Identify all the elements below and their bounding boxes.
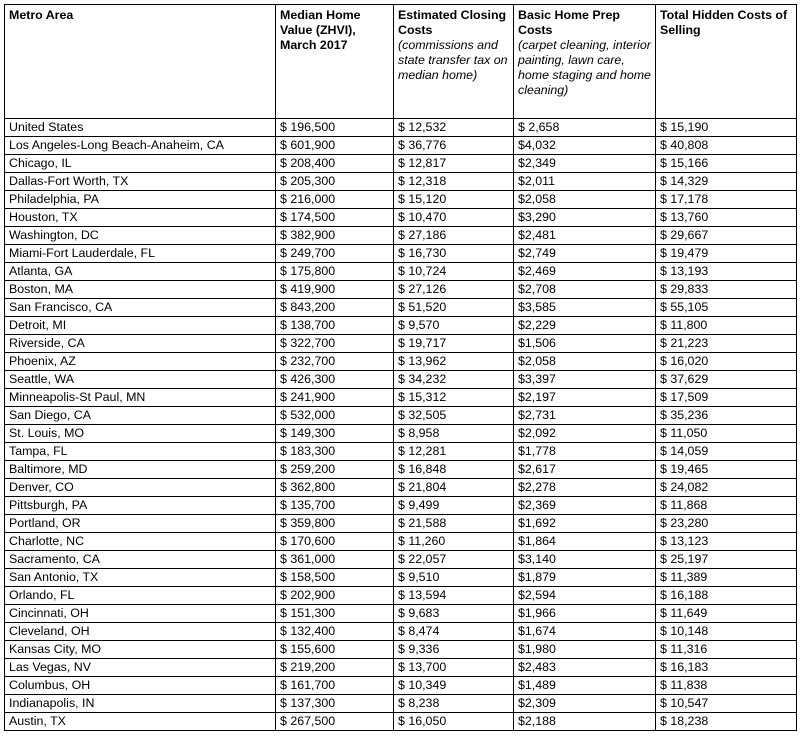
closing-costs-cell: $ 27,186 <box>394 227 514 245</box>
metro-area-cell: Atlanta, GA <box>5 263 276 281</box>
total-costs-cell: $ 13,123 <box>656 533 797 551</box>
metro-area-cell: Chicago, IL <box>5 155 276 173</box>
header-subtitle: (carpet cleaning, interior painting, lawn care, home staging and home cleaning) <box>518 38 651 97</box>
total-costs-cell: $ 21,223 <box>656 335 797 353</box>
metro-area-cell: Boston, MA <box>5 281 276 299</box>
prep-costs-cell: $1,674 <box>514 623 656 641</box>
closing-costs-cell: $ 32,505 <box>394 407 514 425</box>
closing-costs-cell: $ 16,050 <box>394 713 514 731</box>
table-row <box>5 281 797 299</box>
median-value-cell: $ 149,300 <box>276 425 394 443</box>
closing-costs-cell: $ 36,776 <box>394 137 514 155</box>
metro-area-cell: Cleveland, OH <box>5 623 276 641</box>
total-costs-cell: $ 19,479 <box>656 245 797 263</box>
closing-costs-cell: $ 13,962 <box>394 353 514 371</box>
total-costs-cell: $ 13,760 <box>656 209 797 227</box>
header-title: Estimated Closing Costs <box>398 8 507 37</box>
prep-costs-cell: $1,778 <box>514 443 656 461</box>
metro-area-cell: Kansas City, MO <box>5 641 276 659</box>
closing-costs-cell: $ 12,281 <box>394 443 514 461</box>
closing-costs-cell: $ 51,520 <box>394 299 514 317</box>
median-value-cell: $ 132,400 <box>276 623 394 641</box>
median-value-cell: $ 232,700 <box>276 353 394 371</box>
metro-area-cell: St. Louis, MO <box>5 425 276 443</box>
closing-costs-cell: $ 22,057 <box>394 551 514 569</box>
table-row <box>5 173 797 191</box>
total-costs-cell: $ 19,465 <box>656 461 797 479</box>
prep-costs-cell: $3,585 <box>514 299 656 317</box>
table-row <box>5 155 797 173</box>
median-value-cell: $ 362,800 <box>276 479 394 497</box>
closing-costs-cell: $ 15,120 <box>394 191 514 209</box>
table-row <box>5 605 797 623</box>
table-row <box>5 227 797 245</box>
table-row <box>5 317 797 335</box>
median-value-cell: $ 249,700 <box>276 245 394 263</box>
closing-costs-cell: $ 27,126 <box>394 281 514 299</box>
prep-costs-cell: $2,309 <box>514 695 656 713</box>
closing-costs-cell: $ 13,700 <box>394 659 514 677</box>
metro-area-cell: Riverside, CA <box>5 335 276 353</box>
median-value-cell: $ 175,800 <box>276 263 394 281</box>
metro-area-cell: Pittsburgh, PA <box>5 497 276 515</box>
prep-costs-cell: $3,290 <box>514 209 656 227</box>
closing-costs-cell: $ 9,336 <box>394 641 514 659</box>
prep-costs-cell: $ 2,658 <box>514 119 656 137</box>
closing-costs-cell: $ 10,724 <box>394 263 514 281</box>
prep-costs-cell: $2,229 <box>514 317 656 335</box>
median-value-cell: $ 267,500 <box>276 713 394 731</box>
median-value-cell: $ 359,800 <box>276 515 394 533</box>
median-value-cell: $ 216,000 <box>276 191 394 209</box>
table-row <box>5 515 797 533</box>
total-costs-cell: $ 17,178 <box>656 191 797 209</box>
prep-costs-cell: $2,058 <box>514 191 656 209</box>
table-row <box>5 443 797 461</box>
total-costs-cell: $ 11,868 <box>656 497 797 515</box>
metro-area-cell: San Antonio, TX <box>5 569 276 587</box>
median-value-cell: $ 161,700 <box>276 677 394 695</box>
prep-costs-cell: $2,369 <box>514 497 656 515</box>
table-row <box>5 425 797 443</box>
table-row <box>5 119 797 137</box>
median-value-cell: $ 219,200 <box>276 659 394 677</box>
table-row <box>5 569 797 587</box>
metro-area-cell: Seattle, WA <box>5 371 276 389</box>
metro-area-cell: Cincinnati, OH <box>5 605 276 623</box>
prep-costs-cell: $2,092 <box>514 425 656 443</box>
total-costs-cell: $ 15,190 <box>656 119 797 137</box>
table-row <box>5 641 797 659</box>
table-row <box>5 497 797 515</box>
header-metro-area <box>5 5 276 119</box>
median-value-cell: $ 843,200 <box>276 299 394 317</box>
median-value-cell: $ 382,900 <box>276 227 394 245</box>
metro-area-cell: Minneapolis-St Paul, MN <box>5 389 276 407</box>
header-home-prep-costs <box>514 5 656 119</box>
table-row <box>5 389 797 407</box>
prep-costs-cell: $1,506 <box>514 335 656 353</box>
median-value-cell: $ 259,200 <box>276 461 394 479</box>
table-body <box>5 119 797 731</box>
table-row <box>5 551 797 569</box>
table-row <box>5 695 797 713</box>
prep-costs-cell: $2,349 <box>514 155 656 173</box>
metro-area-cell: Miami-Fort Lauderdale, FL <box>5 245 276 263</box>
total-costs-cell: $ 10,148 <box>656 623 797 641</box>
total-costs-cell: $ 11,389 <box>656 569 797 587</box>
prep-costs-cell: $2,058 <box>514 353 656 371</box>
table-row <box>5 461 797 479</box>
prep-costs-cell: $2,617 <box>514 461 656 479</box>
prep-costs-cell: $3,140 <box>514 551 656 569</box>
header-title: Median Home Value (ZHVI), March 2017 <box>280 8 361 52</box>
prep-costs-cell: $1,980 <box>514 641 656 659</box>
median-value-cell: $ 183,300 <box>276 443 394 461</box>
header-median-home-value <box>276 5 394 119</box>
table-row <box>5 587 797 605</box>
total-costs-cell: $ 14,329 <box>656 173 797 191</box>
total-costs-cell: $ 24,082 <box>656 479 797 497</box>
header-row <box>5 5 797 119</box>
prep-costs-cell: $1,864 <box>514 533 656 551</box>
total-costs-cell: $ 18,238 <box>656 713 797 731</box>
total-costs-cell: $ 11,800 <box>656 317 797 335</box>
closing-costs-cell: $ 9,683 <box>394 605 514 623</box>
closing-costs-cell: $ 15,312 <box>394 389 514 407</box>
closing-costs-cell: $ 13,594 <box>394 587 514 605</box>
prep-costs-cell: $2,278 <box>514 479 656 497</box>
prep-costs-cell: $1,692 <box>514 515 656 533</box>
prep-costs-cell: $3,397 <box>514 371 656 389</box>
median-value-cell: $ 202,900 <box>276 587 394 605</box>
table-row <box>5 209 797 227</box>
total-costs-cell: $ 16,183 <box>656 659 797 677</box>
table-row <box>5 191 797 209</box>
prep-costs-cell: $2,011 <box>514 173 656 191</box>
prep-costs-cell: $2,469 <box>514 263 656 281</box>
total-costs-cell: $ 37,629 <box>656 371 797 389</box>
total-costs-cell: $ 11,050 <box>656 425 797 443</box>
closing-costs-cell: $ 12,817 <box>394 155 514 173</box>
total-costs-cell: $ 13,193 <box>656 263 797 281</box>
closing-costs-cell: $ 9,499 <box>394 497 514 515</box>
document-page <box>4 4 797 731</box>
median-value-cell: $ 322,700 <box>276 335 394 353</box>
median-value-cell: $ 158,500 <box>276 569 394 587</box>
metro-area-cell: Washington, DC <box>5 227 276 245</box>
closing-costs-cell: $ 21,804 <box>394 479 514 497</box>
prep-costs-cell: $2,481 <box>514 227 656 245</box>
median-value-cell: $ 361,000 <box>276 551 394 569</box>
total-costs-cell: $ 10,547 <box>656 695 797 713</box>
total-costs-cell: $ 35,236 <box>656 407 797 425</box>
total-costs-cell: $ 25,197 <box>656 551 797 569</box>
total-costs-cell: $ 17,509 <box>656 389 797 407</box>
header-title: Total Hidden Costs of Selling <box>660 8 788 37</box>
median-value-cell: $ 426,300 <box>276 371 394 389</box>
table-row <box>5 137 797 155</box>
closing-costs-cell: $ 16,730 <box>394 245 514 263</box>
metro-area-cell: Tampa, FL <box>5 443 276 461</box>
metro-area-cell: Denver, CO <box>5 479 276 497</box>
prep-costs-cell: $2,483 <box>514 659 656 677</box>
prep-costs-cell: $1,966 <box>514 605 656 623</box>
total-costs-cell: $ 11,316 <box>656 641 797 659</box>
metro-area-cell: Charlotte, NC <box>5 533 276 551</box>
prep-costs-cell: $2,708 <box>514 281 656 299</box>
metro-area-cell: Austin, TX <box>5 713 276 731</box>
prep-costs-cell: $2,731 <box>514 407 656 425</box>
median-value-cell: $ 241,900 <box>276 389 394 407</box>
header-closing-costs <box>394 5 514 119</box>
header-total-hidden-costs <box>656 5 797 119</box>
median-value-cell: $ 138,700 <box>276 317 394 335</box>
closing-costs-cell: $ 21,588 <box>394 515 514 533</box>
prep-costs-cell: $4,032 <box>514 137 656 155</box>
prep-costs-cell: $2,197 <box>514 389 656 407</box>
median-value-cell: $ 137,300 <box>276 695 394 713</box>
metro-area-cell: Indianapolis, IN <box>5 695 276 713</box>
header-title: Basic Home Prep Costs <box>518 8 620 37</box>
metro-area-cell: Houston, TX <box>5 209 276 227</box>
prep-costs-cell: $1,879 <box>514 569 656 587</box>
metro-area-cell: United States <box>5 119 276 137</box>
table-row <box>5 245 797 263</box>
closing-costs-cell: $ 8,474 <box>394 623 514 641</box>
prep-costs-cell: $2,188 <box>514 713 656 731</box>
total-costs-cell: $ 55,105 <box>656 299 797 317</box>
closing-costs-cell: $ 8,238 <box>394 695 514 713</box>
median-value-cell: $ 419,900 <box>276 281 394 299</box>
median-value-cell: $ 135,700 <box>276 497 394 515</box>
metro-area-cell: Sacramento, CA <box>5 551 276 569</box>
table-row <box>5 677 797 695</box>
median-value-cell: $ 151,300 <box>276 605 394 623</box>
closing-costs-cell: $ 19,717 <box>394 335 514 353</box>
table-row <box>5 533 797 551</box>
prep-costs-cell: $2,594 <box>514 587 656 605</box>
median-value-cell: $ 532,000 <box>276 407 394 425</box>
median-value-cell: $ 155,600 <box>276 641 394 659</box>
total-costs-cell: $ 14,059 <box>656 443 797 461</box>
total-costs-cell: $ 11,838 <box>656 677 797 695</box>
closing-costs-cell: $ 12,532 <box>394 119 514 137</box>
table-row <box>5 371 797 389</box>
metro-area-cell: Columbus, OH <box>5 677 276 695</box>
total-costs-cell: $ 16,188 <box>656 587 797 605</box>
total-costs-cell: $ 29,833 <box>656 281 797 299</box>
closing-costs-cell: $ 11,260 <box>394 533 514 551</box>
closing-costs-cell: $ 9,510 <box>394 569 514 587</box>
metro-area-cell: Detroit, MI <box>5 317 276 335</box>
closing-costs-cell: $ 16,848 <box>394 461 514 479</box>
total-costs-cell: $ 23,280 <box>656 515 797 533</box>
table-row <box>5 353 797 371</box>
median-value-cell: $ 208,400 <box>276 155 394 173</box>
hidden-costs-table <box>4 4 797 731</box>
table-row <box>5 479 797 497</box>
total-costs-cell: $ 29,667 <box>656 227 797 245</box>
total-costs-cell: $ 40,808 <box>656 137 797 155</box>
table-row <box>5 263 797 281</box>
metro-area-cell: San Diego, CA <box>5 407 276 425</box>
total-costs-cell: $ 11,649 <box>656 605 797 623</box>
table-row <box>5 299 797 317</box>
total-costs-cell: $ 16,020 <box>656 353 797 371</box>
metro-area-cell: Los Angeles-Long Beach-Anaheim, CA <box>5 137 276 155</box>
header-subtitle: (commissions and state transfer tax on median home) <box>398 38 508 82</box>
table-row <box>5 335 797 353</box>
median-value-cell: $ 196,500 <box>276 119 394 137</box>
prep-costs-cell: $1,489 <box>514 677 656 695</box>
total-costs-cell: $ 15,166 <box>656 155 797 173</box>
metro-area-cell: Philadelphia, PA <box>5 191 276 209</box>
table-row <box>5 407 797 425</box>
closing-costs-cell: $ 10,349 <box>394 677 514 695</box>
median-value-cell: $ 170,600 <box>276 533 394 551</box>
metro-area-cell: San Francisco, CA <box>5 299 276 317</box>
table-row <box>5 713 797 731</box>
median-value-cell: $ 174,500 <box>276 209 394 227</box>
metro-area-cell: Dallas-Fort Worth, TX <box>5 173 276 191</box>
closing-costs-cell: $ 10,470 <box>394 209 514 227</box>
metro-area-cell: Baltimore, MD <box>5 461 276 479</box>
closing-costs-cell: $ 34,232 <box>394 371 514 389</box>
metro-area-cell: Portland, OR <box>5 515 276 533</box>
header-title: Metro Area <box>9 8 74 22</box>
median-value-cell: $ 205,300 <box>276 173 394 191</box>
prep-costs-cell: $2,749 <box>514 245 656 263</box>
metro-area-cell: Phoenix, AZ <box>5 353 276 371</box>
table-row <box>5 623 797 641</box>
metro-area-cell: Las Vegas, NV <box>5 659 276 677</box>
closing-costs-cell: $ 8,958 <box>394 425 514 443</box>
closing-costs-cell: $ 12,318 <box>394 173 514 191</box>
table-row <box>5 659 797 677</box>
metro-area-cell: Orlando, FL <box>5 587 276 605</box>
median-value-cell: $ 601,900 <box>276 137 394 155</box>
closing-costs-cell: $ 9,570 <box>394 317 514 335</box>
